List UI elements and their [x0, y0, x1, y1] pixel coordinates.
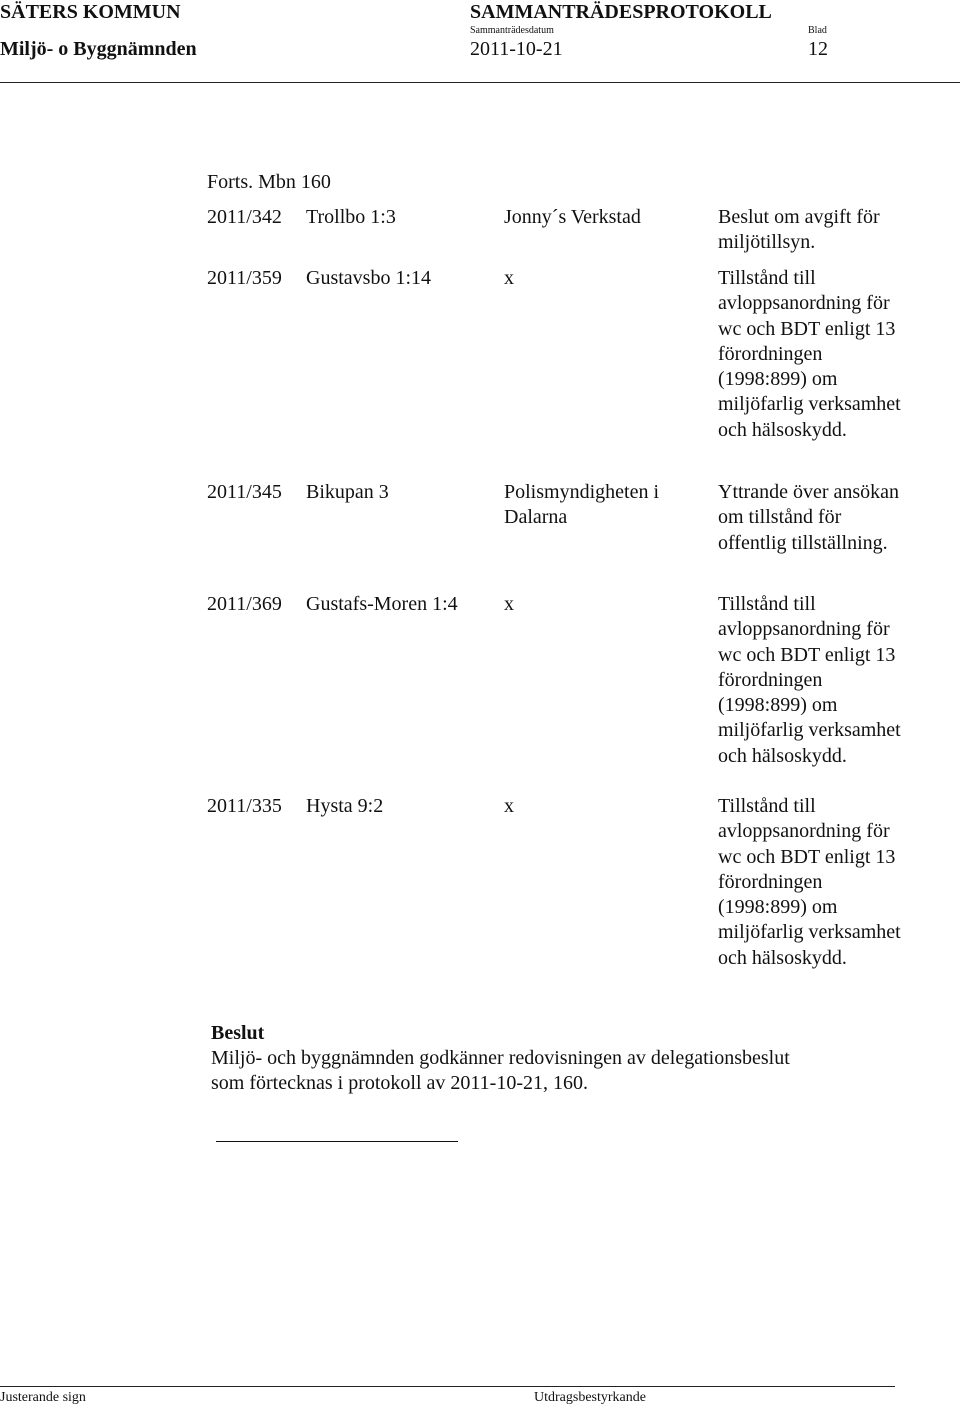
decision-text: Tillstånd till avloppsanordning för wc och BDT enligt 13 förordningen (1998:899) om miljöfarlig verksamhet och hälsoskydd. — [718, 593, 901, 767]
section-continuation: Forts. Mbn 160 — [207, 171, 331, 193]
party-name: x — [504, 795, 514, 817]
property-name: Hysta 9:2 — [306, 795, 384, 817]
meeting-date: 2011-10-21 — [470, 38, 563, 60]
decision-line-1: Miljö- och byggnämnden godkänner redovisningen av delegationsbeslut — [211, 1047, 790, 1069]
org-name: SÄTERS KOMMUN — [0, 1, 181, 23]
utdragsbestyrkande-label: Utdragsbestyrkande — [534, 1390, 646, 1405]
decision-text: Yttrande över ansökan om tillstånd för offentlig tillställning. — [718, 481, 900, 554]
case-number: 2011/369 — [207, 593, 282, 615]
header-divider — [0, 82, 960, 83]
footer-divider — [0, 1386, 895, 1387]
document-type: SAMMANTRÄDESPROTOKOLL — [470, 1, 772, 23]
party-name: x — [504, 267, 514, 289]
decision-heading: Beslut — [211, 1022, 265, 1044]
justerande-sign-label: Justerande sign — [0, 1390, 86, 1405]
property-name: Gustafs-Moren 1:4 — [306, 593, 458, 615]
property-name: Gustavsbo 1:14 — [306, 267, 431, 289]
decision-text: Tillstånd till avloppsanordning för wc och BDT enligt 13 förordningen (1998:899) om miljöfarlig verksamhet och hälsoskydd. — [718, 795, 901, 969]
party-name: Jonny´s Verkstad — [504, 206, 641, 228]
party-name: Polismyndigheten i Dalarna — [504, 481, 659, 529]
case-number: 2011/342 — [207, 206, 282, 228]
date-label: Sammanträdesdatum — [470, 25, 554, 36]
decision-text: Tillstånd till avloppsanordning för wc och BDT enligt 13 förordningen (1998:899) om miljöfarlig verksamhet och hälsoskydd. — [718, 267, 901, 441]
decision-text: Beslut om avgift för miljötillsyn. — [718, 206, 880, 254]
page-number: 12 — [808, 38, 828, 60]
case-number: 2011/359 — [207, 267, 282, 289]
case-number: 2011/345 — [207, 481, 282, 503]
decision-line-2: som förtecknas i protokoll av 2011-10-21, 160. — [211, 1072, 588, 1094]
property-name: Bikupan 3 — [306, 481, 389, 503]
case-number: 2011/335 — [207, 795, 282, 817]
party-name: x — [504, 593, 514, 615]
page-label: Blad — [808, 25, 827, 36]
property-name: Trollbo 1:3 — [306, 206, 396, 228]
signature-line — [216, 1141, 458, 1142]
board-name: Miljö- o Byggnämnden — [0, 38, 197, 60]
